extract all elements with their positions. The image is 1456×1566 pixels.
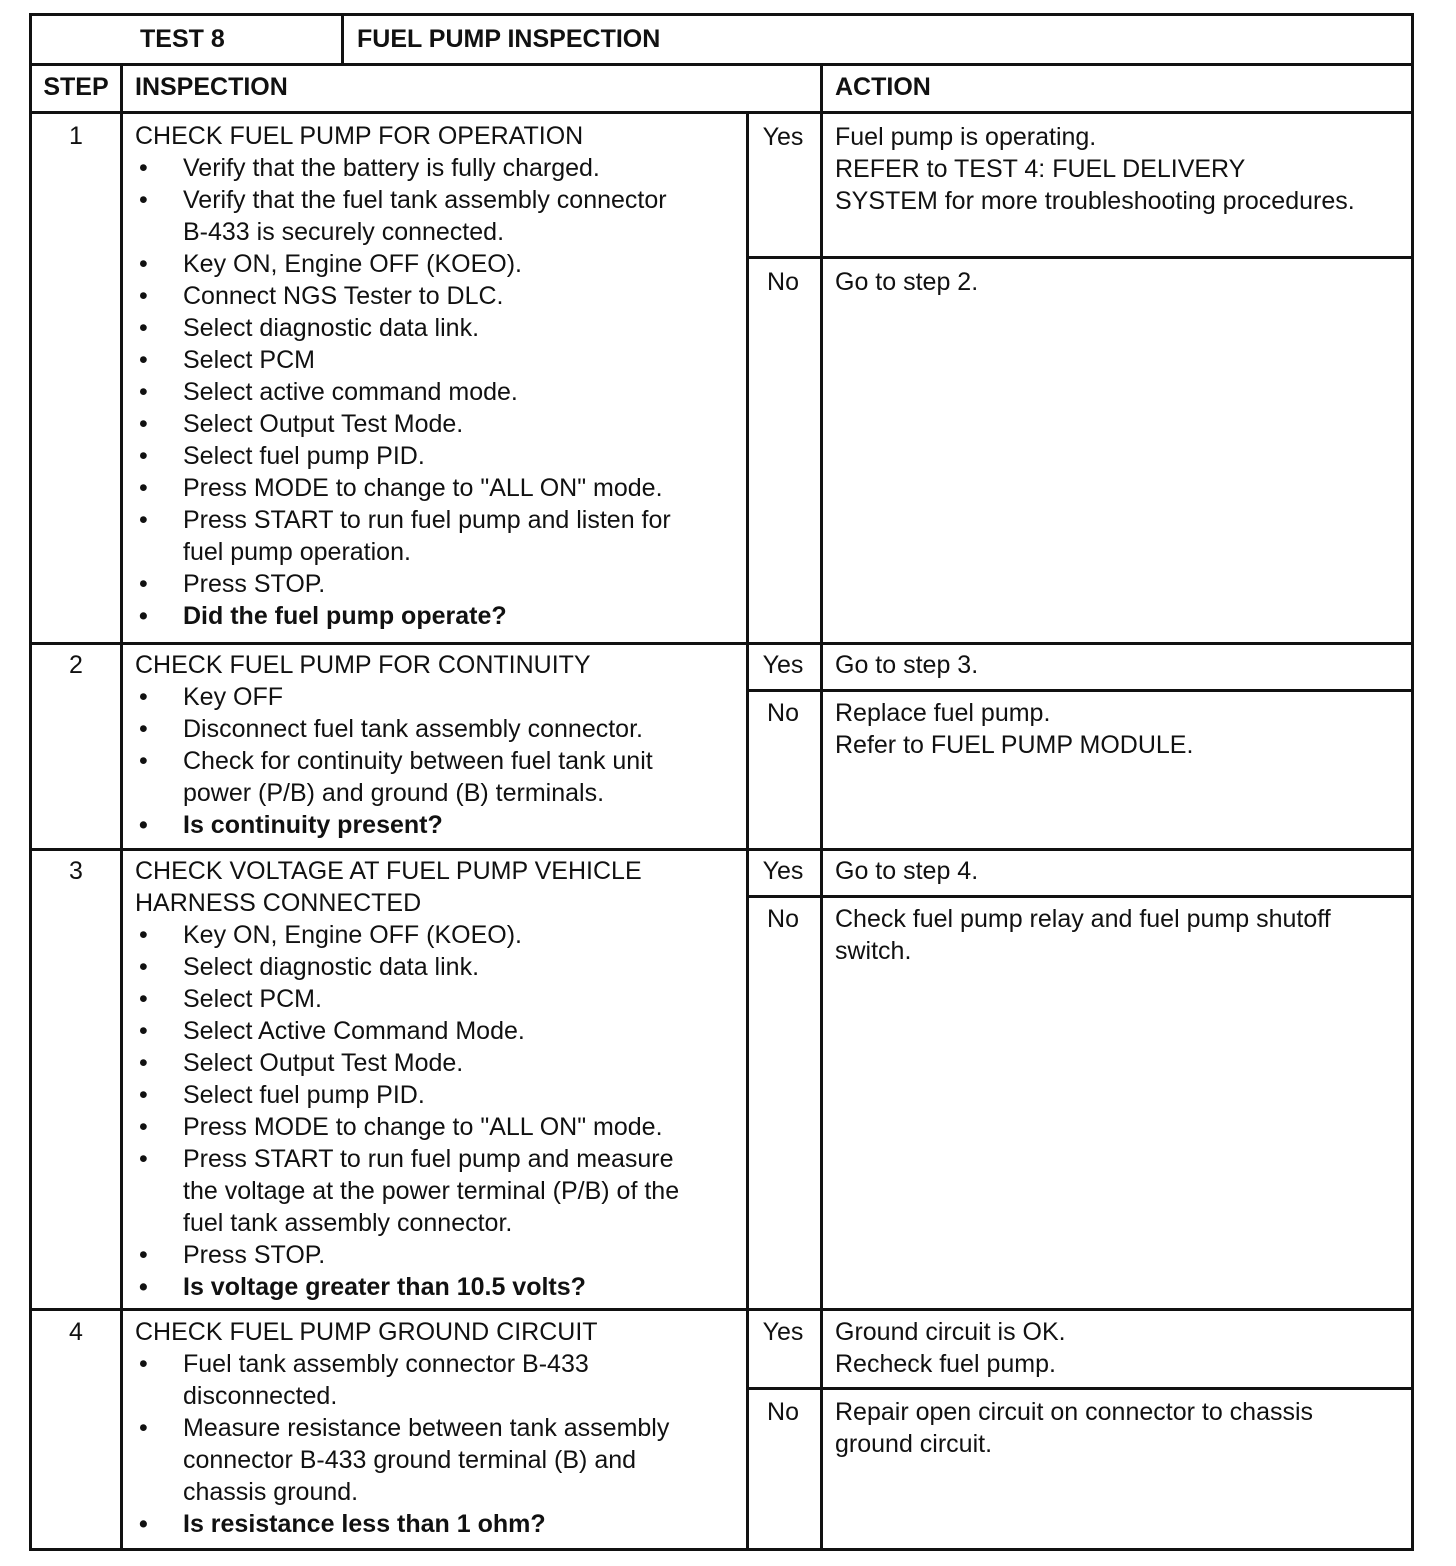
step-checklist — [135, 152, 671, 632]
step1-bottom-divider — [32, 642, 1411, 645]
checklist-item: • Select diagnostic data link. — [135, 951, 679, 983]
checklist-item-text: disconnected. — [183, 1382, 338, 1410]
checklist-item: • Key OFF — [135, 681, 653, 713]
column-header-action: ACTION — [835, 73, 931, 101]
checklist-item-continuation — [135, 1175, 679, 1207]
checklist-item: • Press START to run fuel pump and listen for — [135, 504, 671, 536]
no-action-line: switch. — [835, 937, 912, 965]
checklist-item: • Select Active Command Mode. — [135, 1015, 679, 1047]
checklist-item: • Select PCM — [135, 344, 671, 376]
yes-action-line: Fuel pump is operating. — [835, 123, 1097, 151]
column-header-step: STEP — [43, 73, 109, 101]
checklist-item-continuation — [135, 536, 671, 568]
yes-label: Yes — [762, 1318, 804, 1346]
step3-bottom-divider — [32, 1308, 1411, 1311]
no-action-line: Go to step 2. — [835, 268, 979, 296]
checklist-question: • Is continuity present? — [135, 809, 653, 841]
checklist-question: • Did the fuel pump operate? — [135, 600, 671, 632]
no-label: No — [767, 699, 799, 727]
column-header-inspection: INSPECTION — [135, 73, 288, 101]
step-title-line: CHECK VOLTAGE AT FUEL PUMP VEHICLE — [135, 857, 642, 885]
step-number: 3 — [69, 857, 83, 885]
no-action-line: Replace fuel pump. — [835, 699, 1051, 727]
test-label: TEST 8 — [140, 25, 225, 53]
checklist-item: • Select PCM. — [135, 983, 679, 1015]
checklist-item: • Key ON, Engine OFF (KOEO). — [135, 919, 679, 951]
checklist-item: • Select Output Test Mode. — [135, 1047, 679, 1079]
step-checklist — [135, 681, 653, 841]
step-title: CHECK FUEL PUMP FOR CONTINUITY — [135, 651, 591, 679]
checklist-question: • Is resistance less than 1 ohm? — [135, 1508, 669, 1540]
checklist-item: • Select fuel pump PID. — [135, 440, 671, 472]
no-label: No — [767, 1398, 799, 1426]
yes-label: Yes — [762, 857, 804, 885]
checklist-question: • Is voltage greater than 10.5 volts? — [135, 1271, 679, 1303]
checklist-item: • Press MODE to change to "ALL ON" mode. — [135, 472, 671, 504]
checklist-item-continuation — [135, 1476, 669, 1508]
checklist-item-text: fuel pump operation. — [183, 538, 411, 566]
checklist-item: • Select Output Test Mode. — [135, 408, 671, 440]
checklist-item: • Press MODE to change to "ALL ON" mode. — [135, 1111, 679, 1143]
test-title: FUEL PUMP INSPECTION — [357, 25, 661, 53]
yes-action-line: REFER to TEST 4: FUEL DELIVERY — [835, 155, 1246, 183]
checklist-item-continuation — [135, 1380, 669, 1412]
yes-action-line: Recheck fuel pump. — [835, 1350, 1056, 1378]
checklist-item-text: fuel tank assembly connector. — [183, 1209, 513, 1237]
checklist-item: • Fuel tank assembly connector B-433 — [135, 1348, 669, 1380]
checklist-item-text: the voltage at the power terminal (P/B) of the — [183, 1177, 680, 1205]
checklist-item-continuation — [135, 1207, 679, 1239]
checklist-item: • Connect NGS Tester to DLC. — [135, 280, 671, 312]
checklist-item-text: B-433 is securely connected. — [183, 218, 505, 246]
checklist-item: • Measure resistance between tank assembly — [135, 1412, 669, 1444]
step-number: 1 — [69, 122, 83, 150]
checklist-item: • Select fuel pump PID. — [135, 1079, 679, 1111]
checklist-item: • Verify that the battery is fully charged. — [135, 152, 671, 184]
yes-action-line: Go to step 4. — [835, 857, 979, 885]
checklist-item: • Select active command mode. — [135, 376, 671, 408]
fuel-pump-inspection-table — [29, 13, 1414, 1551]
step4-yes-no-divider — [746, 1387, 1411, 1390]
action-column-divider — [820, 63, 823, 1548]
step-column-divider — [120, 63, 123, 1548]
step-title-line: HARNESS CONNECTED — [135, 889, 422, 917]
checklist-item: • Key ON, Engine OFF (KOEO). — [135, 248, 671, 280]
column-header-divider — [32, 111, 1411, 114]
yes-action-line: Go to step 3. — [835, 651, 979, 679]
step2-yes-no-divider — [746, 689, 1411, 692]
checklist-item-text: chassis ground. — [183, 1478, 359, 1506]
checklist-item: • Verify that the fuel tank assembly connector — [135, 184, 671, 216]
step-checklist — [135, 1348, 669, 1540]
checklist-item: • Press STOP. — [135, 568, 671, 600]
step-number: 4 — [69, 1318, 83, 1346]
header-divider — [32, 63, 1411, 66]
step1-yes-no-divider — [746, 256, 1411, 259]
checklist-item-continuation — [135, 1444, 669, 1476]
yes-label: Yes — [762, 123, 804, 151]
no-action-line: Check fuel pump relay and fuel pump shutoff — [835, 905, 1331, 933]
checklist-item-text: connector B-433 ground terminal (B) and — [183, 1446, 637, 1474]
no-action-line: Refer to FUEL PUMP MODULE. — [835, 731, 1194, 759]
header-vertical-divider — [341, 16, 344, 63]
step-number: 2 — [69, 651, 83, 679]
yes-action-line: Ground circuit is OK. — [835, 1318, 1066, 1346]
step2-bottom-divider — [32, 848, 1411, 851]
yes-action-line: SYSTEM for more troubleshooting procedures. — [835, 187, 1355, 215]
checklist-item: • Press STOP. — [135, 1239, 679, 1271]
no-label: No — [767, 905, 799, 933]
checklist-item: • Press START to run fuel pump and measure — [135, 1143, 679, 1175]
checklist-item: • Check for continuity between fuel tank unit — [135, 745, 653, 777]
yes-label: Yes — [762, 651, 804, 679]
step-title: CHECK FUEL PUMP GROUND CIRCUIT — [135, 1318, 598, 1346]
no-label: No — [767, 268, 799, 296]
no-action-line: Repair open circuit on connector to chassis — [835, 1398, 1314, 1426]
step-checklist — [135, 919, 679, 1303]
checklist-item: • Disconnect fuel tank assembly connector. — [135, 713, 653, 745]
checklist-item-continuation — [135, 216, 671, 248]
step3-yes-no-divider — [746, 895, 1411, 898]
checklist-item-text: power (P/B) and ground (B) terminals. — [183, 779, 605, 807]
checklist-item-continuation — [135, 777, 653, 809]
checklist-item: • Select diagnostic data link. — [135, 312, 671, 344]
step-title: CHECK FUEL PUMP FOR OPERATION — [135, 122, 584, 150]
no-action-line: ground circuit. — [835, 1430, 993, 1458]
